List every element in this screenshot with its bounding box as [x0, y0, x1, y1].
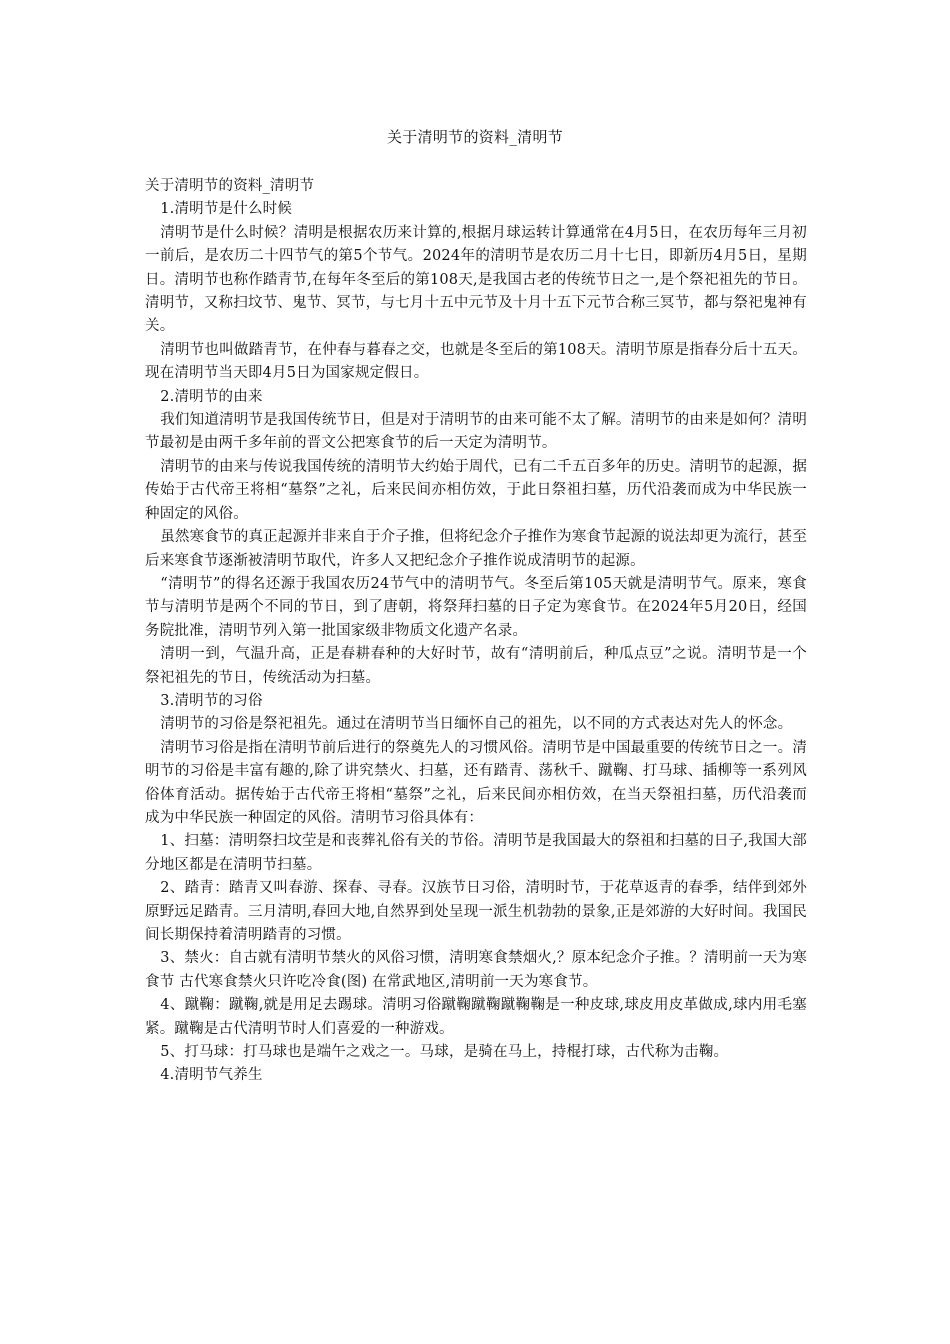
paragraph: 清明节的由来与传说我国传统的清明节大约始于周代，已有二千五百多年的历史。清明节的起源，据传始于古代帝王将相“墓祭”之礼，后来民间亦相仿效，于此日祭祖扫墓，历代沿袭而成为中华民族一种固定的风俗。 [145, 458, 808, 522]
section-heading-2: 2.清明节的由来 [160, 388, 263, 405]
paragraph: 清明节习俗是指在清明节前后进行的祭奠先人的习惯风俗。清明节是中国最重要的传统节日之一。清明节的习俗是丰富有趣的,除了讲究禁火、扫墓，还有踏青、荡秋千、蹴鞠、打马球、插柳等一系列风俗体育活动。据传始于古代帝王将相“墓祭”之礼，后来民间亦相仿效，在当天祭祖扫墓，历代沿袭而成为中华民族一种固定的风俗。清明节习俗具体有： [145, 739, 808, 826]
list-item: 3、禁火：自古就有清明节禁火的风俗习惯，清明寒食禁烟火,？原本纪念介子推。？清明前一天为寒食节 古代寒食禁火只许吃冷食(图) 在常武地区,清明前一天为寒食节。 [145, 950, 807, 990]
paragraph: “清明节”的得名还源于我国农历24节气中的清明节气。冬至后第105天就是清明节气。原来，寒食节与清明节是两个不同的节日，到了唐朝，将祭拜扫墓的日子定为寒食节。在2024年5月20日，经国务院批准，清明节列入第一批国家级非物质文化遗产名录。 [145, 575, 807, 639]
document-title: 关于清明节的资料_清明节 [386, 128, 564, 146]
document-body [145, 175, 807, 1088]
list-item: 2、踏青：踏青又叫春游、探春、寻春。汉族节日习俗，清明时节，于花草返青的春季，结伴到郊外原野远足踏青。三月清明,春回大地,自然界到处呈现一派生机勃勃的景象,正是郊游的大好时间。我国民间长期保持着清明踏青的习惯。 [145, 880, 807, 943]
paragraph: 虽然寒食节的真正起源并非来自于介子推，但将纪念介子推作为寒食节起源的说法却更为流行，甚至后来寒食节逐渐被清明节取代，许多人又把纪念介子推作说成清明节的起源。 [145, 529, 808, 569]
paragraph: 清明一到，气温升高，正是春耕春种的大好时节，故有“清明前后，种瓜点豆”之说。清明节是一个祭祀祖先的节日，传统活动为扫墓。 [145, 646, 807, 686]
paragraph: 我们知道清明节是我国传统节日，但是对于清明节的由来可能不太了解。清明节的由来是如何？清明节最初是由两千多年前的晋文公把寒食节的后一天定为清明节。 [145, 412, 808, 452]
list-item: 1、扫墓：清明祭扫坟茔是和丧葬礼俗有关的节俗。清明节是我国最大的祭祖和扫墓的日子,我国大部分地区都是在清明节扫墓。 [145, 833, 807, 873]
paragraph: 清明节也叫做踏青节，在仲春与暮春之交，也就是冬至后的第108天。清明节原是指春分后十五天。现在清明节当天即4月5日为国家规定假日。 [145, 341, 807, 382]
section-heading-3: 3.清明节的习俗 [160, 692, 263, 709]
paragraph: 清明节是什么时候？清明是根据农历来计算的,根据月球运转计算通常在4月5日，在农历每年三月初一前后，是农历二十四节气的第5个节气。2024年的清明节是农历二月十七日，即新历4月5日，星期日。清明节也称作踏青节,在每年冬至后的第108天,是我国古老的传统节日之一,是个祭祀祖先的节日。清明节，又称扫坟节、鬼节、冥节，与七月十五中元节及十月十五下元节合称三冥节，都与祭祀鬼神有关。 [145, 224, 807, 335]
list-item: 4、蹴鞠：蹴鞠,就是用足去踢球。清明习俗蹴鞠蹴鞠蹴鞠鞠是一种皮球,球皮用皮革做成,球内用毛塞紧。蹴鞠是古代清明节时人们喜爱的一种游戏。 [145, 997, 807, 1037]
section-heading-4: 4.清明节气养生 [160, 1067, 263, 1084]
section-heading-1: 1.清明节是什么时候 [160, 201, 293, 218]
list-item: 5、打马球：打马球也是端午之戏之一。马球，是骑在马上，持棍打球，古代称为击鞠。 [160, 1044, 729, 1061]
doc-heading: 关于清明节的资料_清明节 [145, 178, 315, 194]
paragraph: 清明节的习俗是祭祀祖先。通过在清明节当日缅怀自己的祖先，以不同的方式表达对先人的怀念。 [160, 716, 793, 733]
